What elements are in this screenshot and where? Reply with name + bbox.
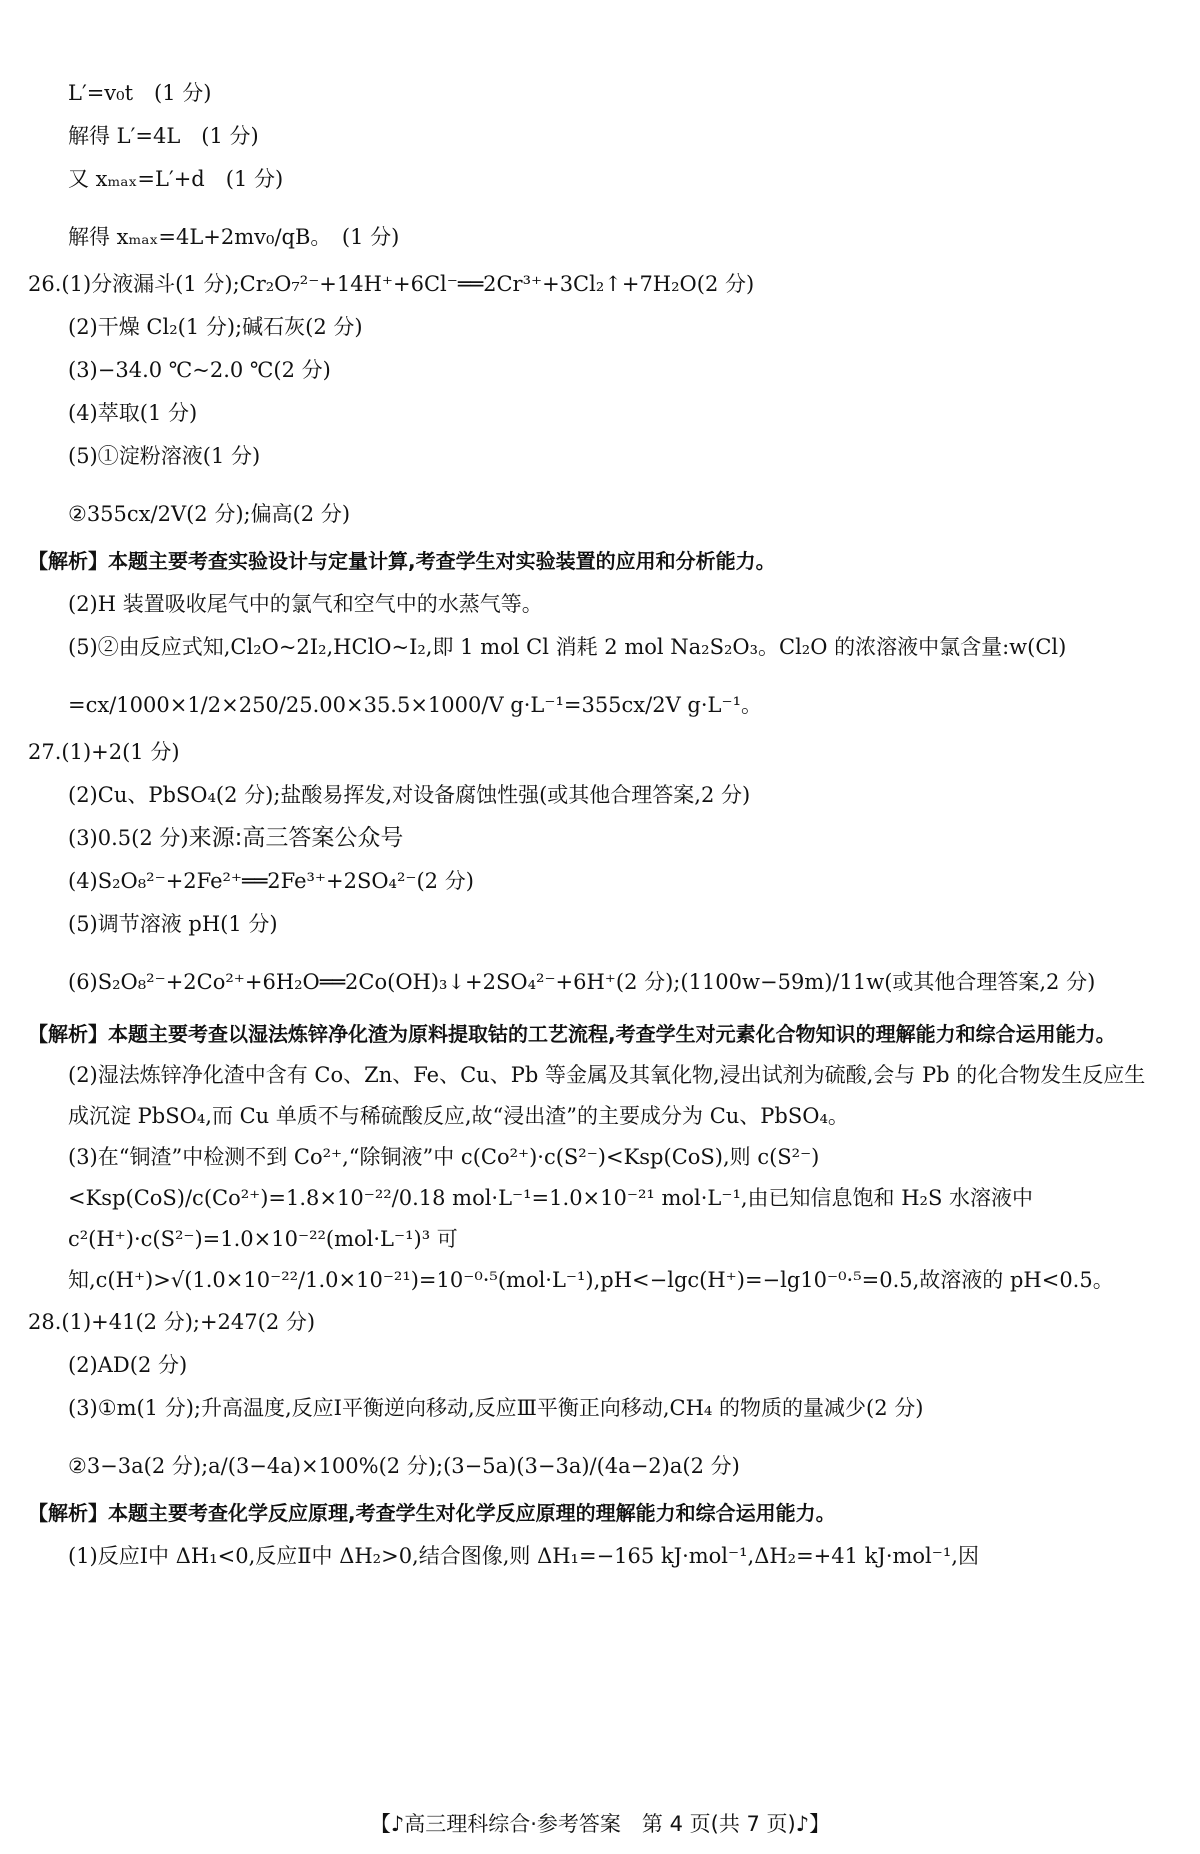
q26-line-4: (4)萃取(1 分) [68, 401, 198, 425]
q27-analysis-heading: 【解析】本题主要考查以湿法炼锌净化渣为原料提取钴的工艺流程,考查学生对元素化合物知识的理解能力和综合运用能力。 [28, 1022, 1116, 1046]
q26-line-3: (3)−34.0 ℃~2.0 ℃(2 分) [68, 358, 331, 382]
q26-analysis-line-1: (2)H 装置吸收尾气中的氯气和空气中的水蒸气等。 [68, 592, 543, 616]
q26-line-6: ②355cx/2V(2 分);偏高(2 分) [68, 502, 351, 526]
q26-analysis-line-3: =cx/1000×1/2×250/25.00×35.5×1000/V g·L⁻¹=355cx/2V g·L⁻¹。 [68, 693, 762, 717]
source-note: 来源:高三答案公众号 [188, 825, 404, 851]
line-2: 解得 L′=4L (1 分) [68, 124, 259, 148]
q28-analysis-line-1: (1)反应Ⅰ中 ΔH₁<0,反应Ⅱ中 ΔH₂>0,结合图像,则 ΔH₁=−165 kJ·mol⁻¹,ΔH₂=+41 kJ·mol⁻¹,因 [68, 1544, 979, 1568]
q28-analysis-heading: 【解析】本题主要考查化学反应原理,考查学生对化学反应原理的理解能力和综合运用能力。 [28, 1501, 836, 1525]
q27-line-1: 27.(1)+2(1 分) [28, 740, 180, 764]
q27-line-3 [28, 823, 1160, 853]
q27-line-6: (6)S₂O₈²⁻+2Co²⁺+6H₂O══2Co(OH)₃↓+2SO₄²⁻+6H⁺(2 分);(1100w−59m)/11w(或其他合理答案,2 分) [68, 970, 1096, 994]
q28-line-1: 28.(1)+41(2 分);+247(2 分) [28, 1310, 316, 1334]
q27-analysis-para-3: (3)在“铜渣”中检测不到 Co²⁺,“除铜液”中 c(Co²⁺)·c(S²⁻)<Ksp(CoS),则 c(S²⁻)<Ksp(CoS)/c(Co²⁺)=1.8×10⁻²²/0.18 mol·L⁻¹=1.0×10⁻²¹ mol·L⁻¹,由已知信息饱和 H₂S 水溶液中 c²(H⁺)·c(S²⁻)=1.0×10⁻²²(mol·L⁻¹)³ 可知,c(H⁺)>√(1.0×10⁻²²/1.0×10⁻²¹)=10⁻⁰·⁵(mol·L⁻¹),pH<−lgc(H⁺)=−lg10⁻⁰·⁵=0.5,故溶液的 pH<0.5。 [68, 1145, 1114, 1292]
q26-line-2: (2)干燥 Cl₂(1 分);碱石灰(2 分) [68, 315, 363, 339]
q27-line-4: (4)S₂O₈²⁻+2Fe²⁺══2Fe³⁺+2SO₄²⁻(2 分) [68, 869, 474, 893]
line-4: 解得 xₘₐₓ=4L+2mv₀/qB。 (1 分) [68, 225, 400, 249]
q26-line-1: 26.(1)分液漏斗(1 分);Cr₂O₇²⁻+14H⁺+6Cl⁻══2Cr³⁺+3Cl₂↑+7H₂O(2 分) [28, 272, 755, 296]
q27-answer-3: (3)0.5(2 分) [68, 826, 189, 850]
q28-line-3: (3)①m(1 分);升高温度,反应Ⅰ平衡逆向移动,反应Ⅲ平衡正向移动,CH₄ 的物质的量减少(2 分) [68, 1396, 924, 1420]
q27-analysis-para-2: (2)湿法炼锌净化渣中含有 Co、Zn、Fe、Cu、Pb 等金属及其氧化物,浸出试剂为硫酸,会与 Pb 的化合物发生反应生成沉淀 PbSO₄,而 Cu 单质不与稀硫酸反应,故“浸出渣”的主要成分为 Cu、PbSO₄。 [68, 1063, 1146, 1128]
page-footer: 【♪高三理科综合·参考答案 第 4 页(共 7 页)♪】 [369, 1812, 831, 1836]
q26-line-5: (5)①淀粉溶液(1 分) [68, 444, 261, 468]
q28-line-2: (2)AD(2 分) [68, 1353, 188, 1377]
q28-line-4: ②3−3a(2 分);a/(3−4a)×100%(2 分);(3−5a)(3−3a)/(4a−2)a(2 分) [68, 1454, 740, 1478]
q27-line-2: (2)Cu、PbSO₄(2 分);盐酸易挥发,对设备腐蚀性强(或其他合理答案,2 分) [68, 783, 751, 807]
q26-analysis-heading: 【解析】本题主要考查实验设计与定量计算,考查学生对实验装置的应用和分析能力。 [28, 549, 776, 573]
line-1: L′=v₀t (1 分) [68, 81, 212, 105]
q27-line-5: (5)调节溶液 pH(1 分) [68, 912, 278, 936]
line-3: 又 xₘₐₓ=L′+d (1 分) [68, 167, 284, 191]
q26-analysis-line-2: (5)②由反应式知,Cl₂O~2I₂,HClO~I₂,即 1 mol Cl 消耗 2 mol Na₂S₂O₃。Cl₂O 的浓溶液中氯含量:w(Cl) [68, 635, 1067, 659]
